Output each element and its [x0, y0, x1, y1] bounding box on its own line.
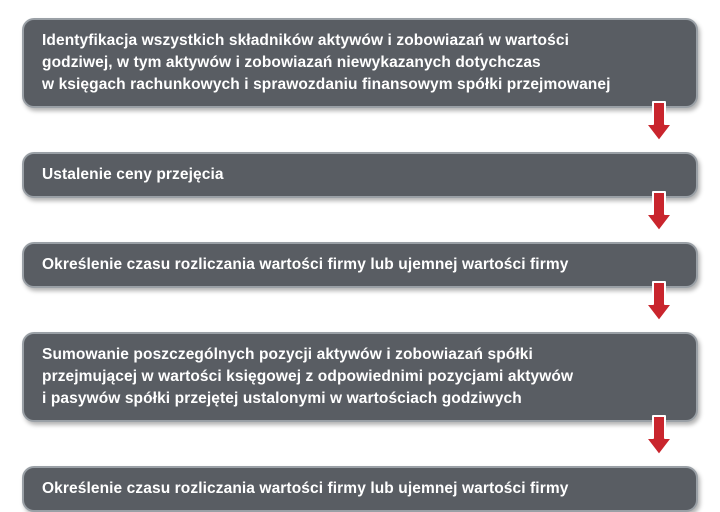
down-arrow-icon [644, 280, 674, 324]
flow-step-5-line-1: Określenie czasu rozliczania wartości firmy lub ujemnej wartości firmy [42, 480, 569, 497]
flow-step-1-line-2: godziwej, w tym aktywów i zobowiazań niewykazanych dotychczas [42, 54, 541, 71]
flow-step-1-line-3: w księgach rachunkowych i sprawozdaniu finansowym spółki przejmowanej [42, 76, 611, 93]
flow-step-1-line-1: Identyfikacja wszystkich składników aktywów i zobowiazań w wartości [42, 32, 569, 49]
arrow-container-3 [22, 296, 698, 330]
flow-step-3-line-1: Określenie czasu rozliczania wartości firmy lub ujemnej wartości firmy [42, 256, 569, 273]
down-arrow-icon [644, 414, 674, 458]
flow-step-1 [22, 18, 698, 108]
arrow-container-1 [22, 116, 698, 150]
flow-step-4 [22, 332, 698, 422]
down-arrow-icon [644, 100, 674, 144]
flow-step-4-line-2: przejmującej w wartości księgowej z odpowiednimi pozycjami aktywów [42, 368, 574, 385]
flow-step-2 [22, 152, 698, 198]
flow-step-4-line-1: Sumowanie poszczególnych pozycji aktywów i zobowiazań spółki [42, 346, 533, 363]
flow-step-5 [22, 466, 698, 512]
flow-step-4-line-3: i pasywów spółki przejętej ustalonymi w wartościach godziwych [42, 390, 522, 407]
flow-step-2-line-1: Ustalenie ceny przejęcia [42, 166, 224, 183]
arrow-container-2 [22, 206, 698, 240]
flow-step-3 [22, 242, 698, 288]
down-arrow-icon [644, 190, 674, 234]
arrow-container-4 [22, 430, 698, 464]
